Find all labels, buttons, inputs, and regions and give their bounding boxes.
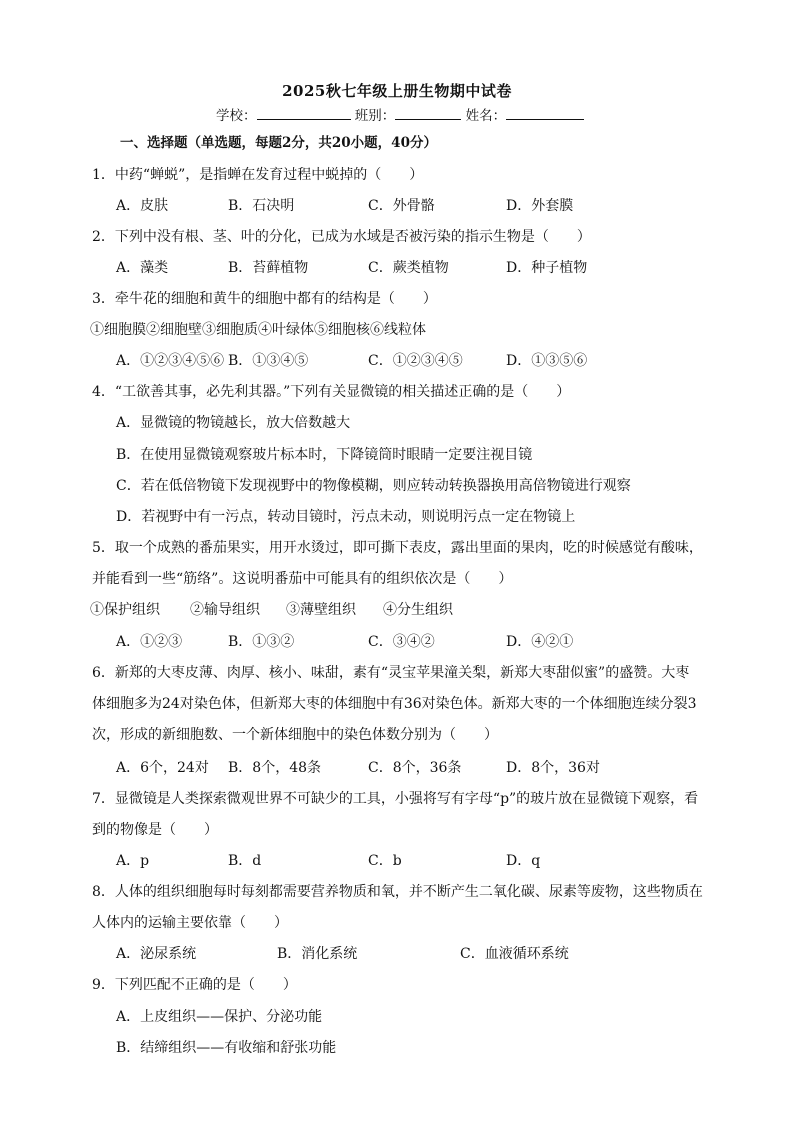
- q6-option-d: D．8个，36对: [506, 760, 600, 776]
- q1-option-a: A．皮肤: [116, 198, 169, 214]
- q9-option-a: A．上皮组织——保护、分泌功能: [116, 1009, 323, 1025]
- question-1: 1．中药“蝉蜕”，是指蝉在发育过程中蜕掉的（ ）: [92, 167, 424, 183]
- question-5-line-2: 并能看到一些“筋络”。这说明番茄中可能具有的组织依次是（ ）: [92, 571, 513, 587]
- q3-option-c: C．①②③④⑤: [368, 353, 463, 369]
- q8-option-c: C．血液循环系统: [460, 946, 569, 962]
- q5-option-a: A．①②③: [116, 634, 183, 650]
- q4-option-b: B．在使用显微镜观察玻片标本时，下降镜筒时眼睛一定要注视目镜: [116, 447, 533, 463]
- q1-option-c: C．外骨骼: [368, 198, 435, 214]
- student-info-row: [216, 104, 584, 124]
- question-8-line-1: 8．人体的组织细胞每时每刻都需要营养物质和氧，并不断产生二氧化碳、尿素等废物，这些物质在: [92, 884, 703, 900]
- q3-option-d: D．①③⑤⑥: [506, 353, 588, 369]
- q5-option-d: D．④②①: [506, 634, 574, 650]
- q2-option-a: A．藻类: [116, 260, 169, 276]
- q3-option-b: B．①③④⑤: [228, 353, 309, 369]
- name-label: 姓名：: [465, 108, 507, 124]
- q1-option-d: D．外套膜: [506, 198, 574, 214]
- q3-items: ①细胞膜②细胞壁③细胞质④叶绿体⑤细胞核⑥线粒体: [90, 322, 426, 338]
- q3-option-a: A．①②③④⑤⑥: [116, 353, 225, 369]
- q7-option-b: B．d: [228, 853, 262, 869]
- question-5-line-1: 5．取一个成熟的番茄果实，用开水烫过，即可撕下表皮，露出里面的果肉，吃的时候感觉有酸味，: [92, 540, 703, 556]
- q4-option-a: A．显微镜的物镜越长，放大倍数越大: [116, 415, 351, 431]
- school-blank[interactable]: [257, 107, 351, 120]
- q5-item-1: ①保护组织: [90, 602, 160, 618]
- q7-option-a: A．p: [116, 853, 150, 869]
- question-6-line-2: 体细胞多为24对染色体，但新郑大枣的体细胞中有36对染色体。新郑大枣的一个体细胞连续分裂3: [92, 696, 697, 712]
- q6-option-b: B．8个，48条: [228, 760, 322, 776]
- q5-item-3: ③薄壁组织: [286, 602, 356, 618]
- q7-option-d: D．q: [506, 853, 541, 869]
- q1-option-b: B．石决明: [228, 198, 295, 214]
- class-blank[interactable]: [395, 107, 461, 120]
- q5-item-4: ④分生组织: [383, 602, 453, 618]
- section-heading: 一、选择题（单选题，每题2分，共20小题，40分）: [120, 135, 437, 151]
- question-3: 3．牵牛花的细胞和黄牛的细胞中都有的结构是（ ）: [92, 291, 437, 307]
- q5-item-2: ②输导组织: [190, 602, 260, 618]
- q8-option-b: B．消化系统: [277, 946, 358, 962]
- q4-option-d: D．若视野中有一污点，转动目镜时，污点未动，则说明污点一定在物镜上: [116, 509, 576, 525]
- name-blank[interactable]: [506, 107, 584, 120]
- exam-title: 2025秋七年级上册生物期中试卷: [282, 82, 512, 100]
- q7-option-c: C．b: [368, 853, 402, 869]
- question-8-line-2: 人体内的运输主要依靠（ ）: [92, 915, 288, 931]
- q9-option-b: B．结缔组织——有收缩和舒张功能: [116, 1040, 337, 1056]
- question-2: 2．下列中没有根、茎、叶的分化，已成为水域是否被污染的指示生物是（ ）: [92, 229, 591, 245]
- question-7-line-2: 到的物像是（ ）: [92, 822, 218, 838]
- question-9: 9．下列匹配不正确的是（ ）: [92, 977, 297, 993]
- q2-option-d: D．种子植物: [506, 260, 588, 276]
- q6-option-c: C．8个，36条: [368, 760, 462, 776]
- q2-option-b: B．苔藓植物: [228, 260, 309, 276]
- question-6-line-3: 次，形成的新细胞数、一个新体细胞中的染色体数分别为（ ）: [92, 727, 498, 743]
- q4-option-c: C．若在低倍物镜下发现视野中的物像模糊，则应转动转换器换用高倍物镜进行观察: [116, 478, 631, 494]
- school-label: 学校：: [216, 108, 257, 124]
- question-4: 4．“工欲善其事，必先利其器。”下列有关显微镜的相关描述正确的是（ ）: [92, 384, 571, 400]
- question-6-line-1: 6．新郑的大枣皮薄、肉厚、核小、味甜，素有“灵宝苹果潼关梨，新郑大枣甜似蜜”的盛赞。大枣: [92, 665, 690, 681]
- q5-option-b: B．①③②: [228, 634, 295, 650]
- class-label: 班别：: [354, 108, 396, 124]
- q6-option-a: A．6个，24对: [116, 760, 209, 776]
- question-7-line-1: 7．显微镜是人类探索微观世界不可缺少的工具，小强将写有字母“p”的玻片放在显微镜下观察，看: [92, 791, 699, 807]
- q5-option-c: C．③④②: [368, 634, 435, 650]
- q2-option-c: C．蕨类植物: [368, 260, 449, 276]
- q8-option-a: A．泌尿系统: [116, 946, 197, 962]
